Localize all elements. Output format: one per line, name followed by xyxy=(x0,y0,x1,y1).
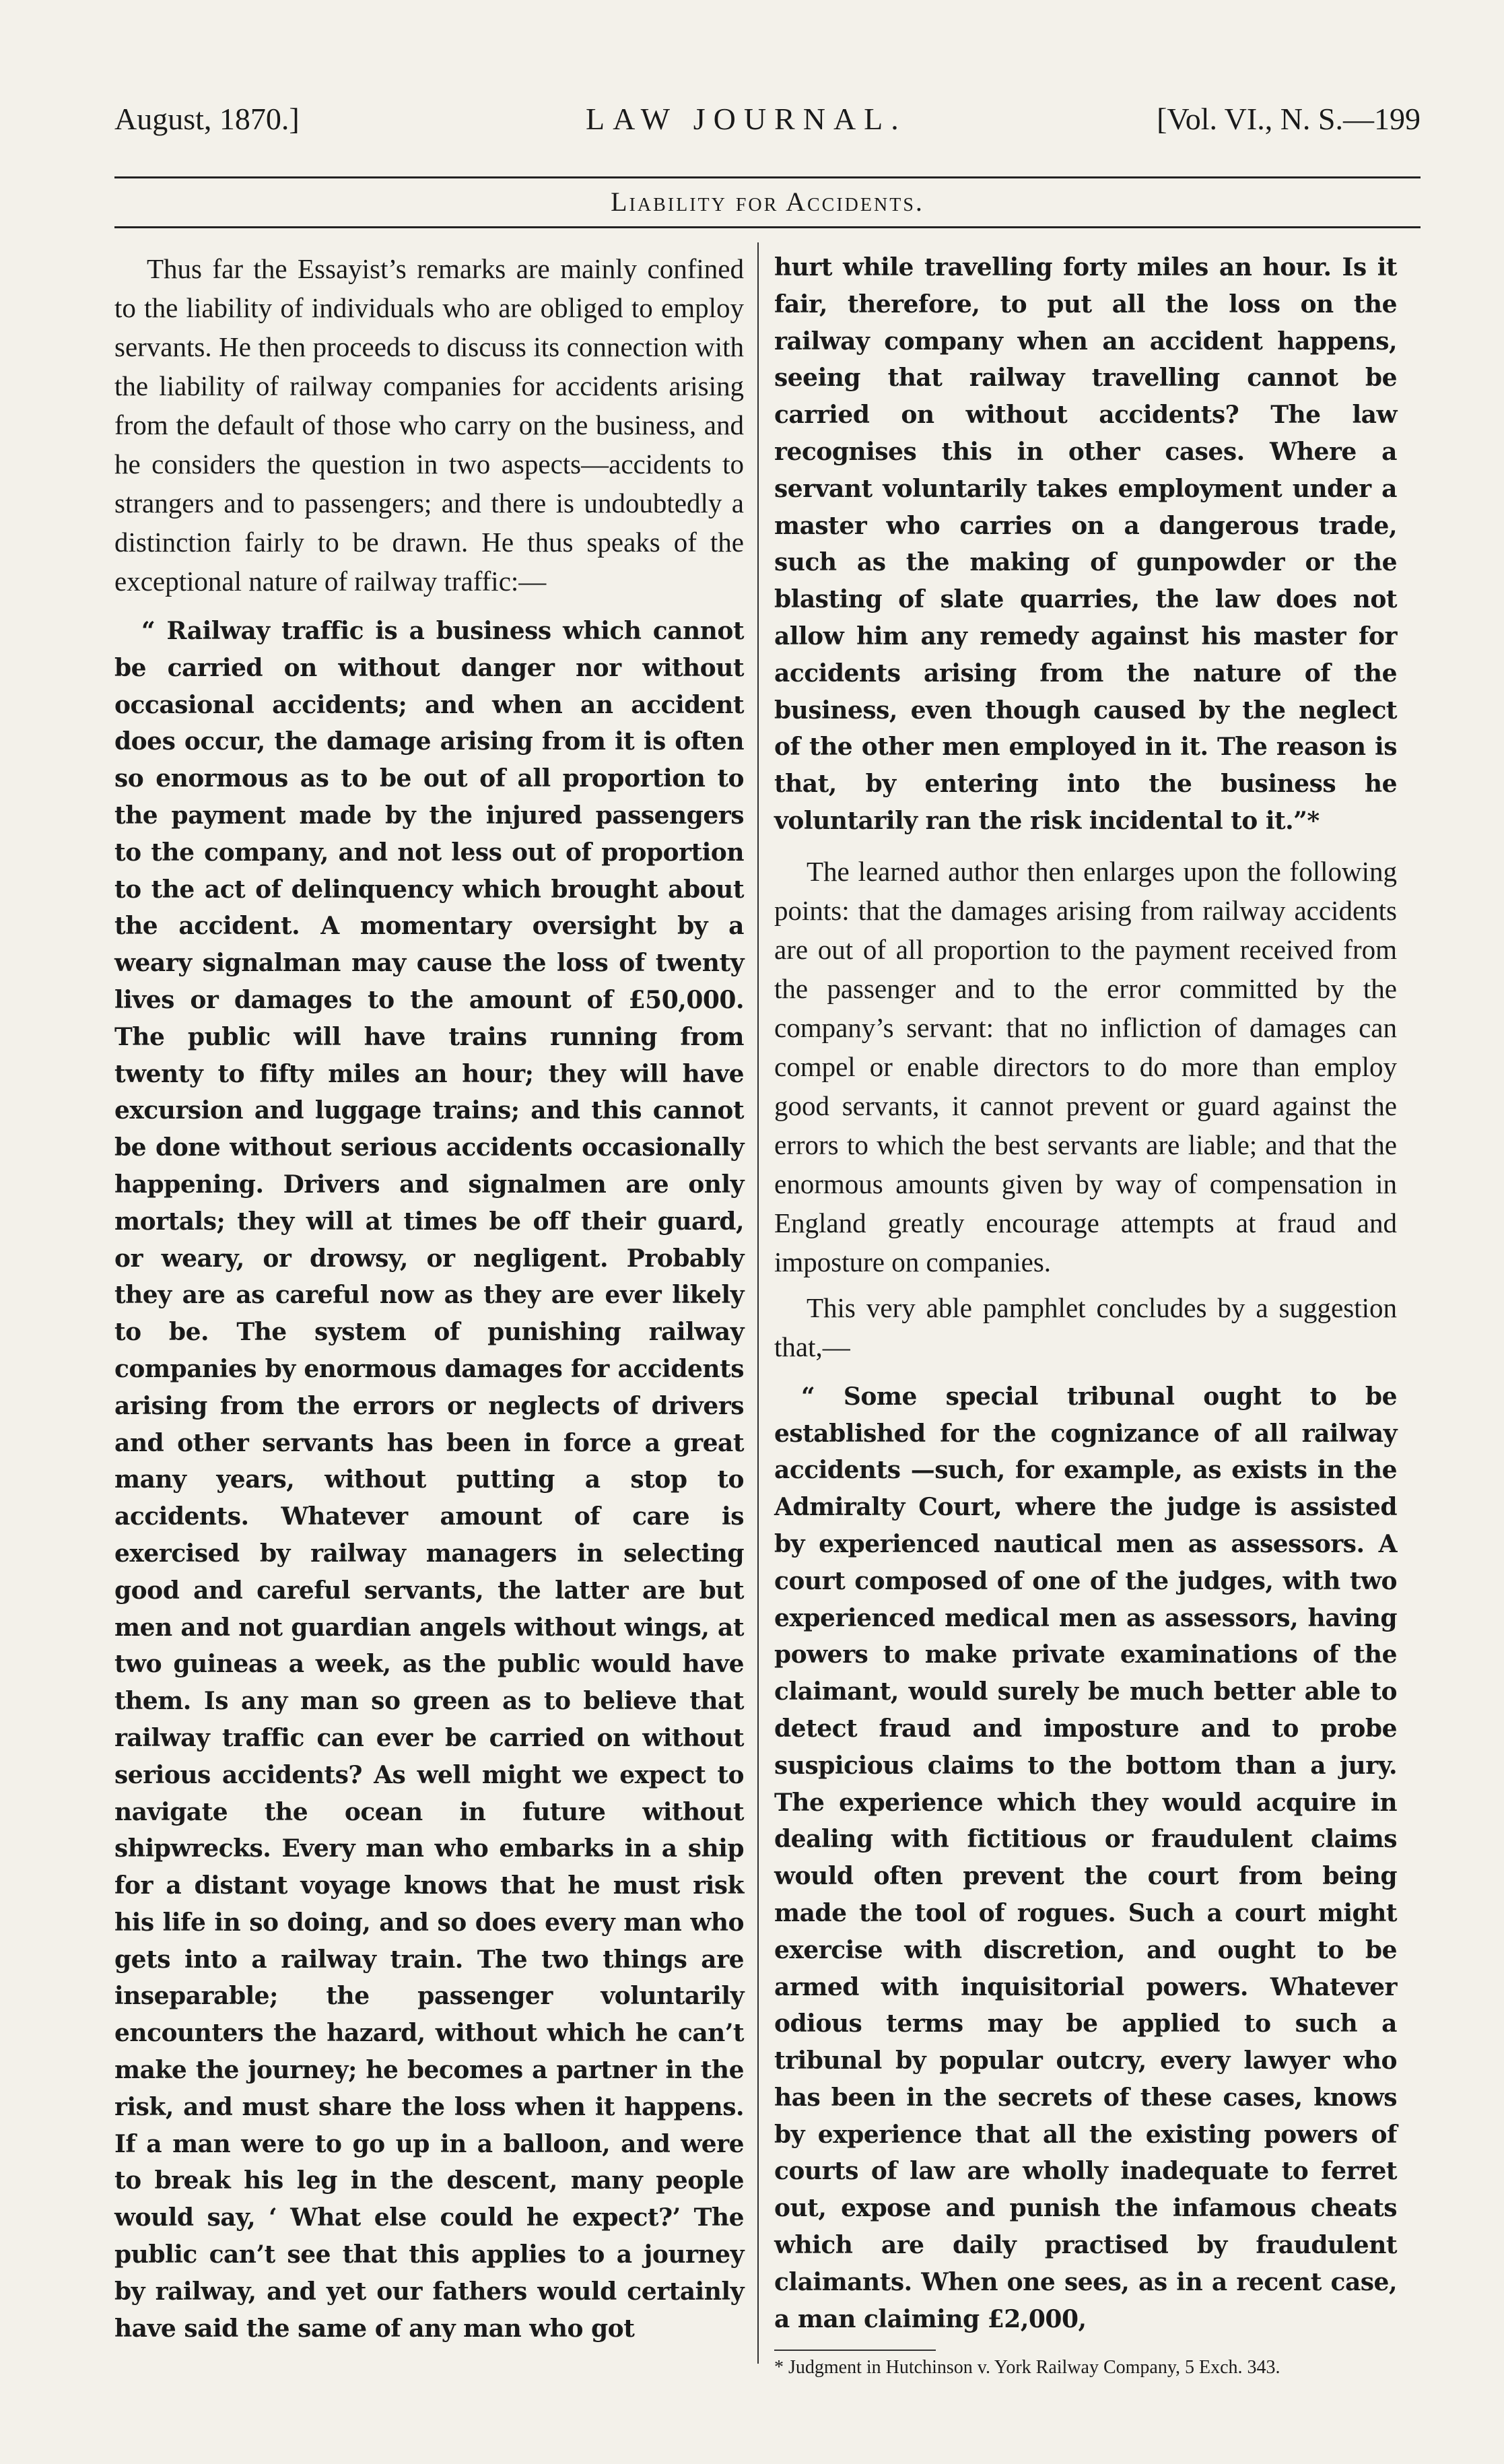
journal-title: LAW JOURNAL. xyxy=(586,102,907,136)
footnote-rule xyxy=(774,2350,936,2351)
running-head xyxy=(114,101,1421,148)
volume-page-number: [Vol. VI., N. S.—199 xyxy=(1157,102,1421,136)
essay-paragraph: Thus far the Essayist’s remarks are mainly confined to the liability of individuals who are obliged to employ servants. He then proceeds to discuss its connection with the liability of railway companies for accidents arising from the default of those who carry on the business, and he considers the question in two aspects—accidents to strangers and to passengers; and there is undoubtedly a distinction fairly to be drawn. He thus speaks of the exceptional nature of railway traffic:— xyxy=(114,253,744,597)
right-column xyxy=(774,249,1397,2379)
quoted-passage-continued: hurt while travelling forty miles an hour. Is it fair, therefore, to put all the loss on the railway company when an accident happens, seeing that railway travelling cannot be carried on without accidents? The law recognises this in other cases. Where a servant voluntarily takes employment under a master who carries on a dangerous trade, such as the making of gunpowder or the blasting of slate quarries, the law does not allow him any remedy against his master for accidents arising from the nature of the business, even though caused by the neglect of the other men employed in it. The reason is that, by entering into the business he voluntarily ran the risk incidental to it.”* xyxy=(774,253,1397,835)
header-rule-bottom xyxy=(114,226,1421,228)
column-divider xyxy=(757,242,759,2364)
conclusion-paragraph: This very able pamphlet concludes by a suggestion that,— xyxy=(774,1292,1397,1362)
tribunal-quote: “ Some special tribunal ought to be established for the cognizance of all railway accidents —such, for example, as exists in the Admiralty Court, where the judge is assisted by experienced nautical men as assessors. A court composed of one of the judges, with two experienced medical men as assessors, having powers to make private examinations of the claimant, would surely be much better able to detect fraud and imposture and to probe suspicious claims to the bottom than a jury. The experience which they would acquire in dealing with fictitious or fraudulent claims would often prevent the court from being made the tool of rogues. Such a court might exercise with discretion, and ought to be armed with inquisitorial powers. Whatever odious terms may be applied to such a tribunal by popular outcry, every lawyer who has been in the secrets of these cases, knows by experience that all the existing powers of courts of law are wholly inadequate to ferret out, expose and punish the infamous cheats which are daily practised by fraudulent claimants. When one sees, as in a recent case, a man claiming £2,000, xyxy=(774,1382,1397,2333)
header-rule-top xyxy=(114,176,1421,178)
section-title: Liability for Accidents. xyxy=(611,187,924,217)
issue-date: August, 1870.] xyxy=(114,102,300,136)
summary-paragraph: The learned author then enlarges upon the following points: that the damages arising from railway accidents are out of all proportion to the payment received from the passenger and to the error committed by the company’s servant: that no infliction of damages can compel or enable directors to do more than employ good servants, it cannot prevent or guard against the errors to which the best servants are liable; and that the enormous amounts given by way of compensation in England greatly encourage attempts at fraud and imposture on companies. xyxy=(774,855,1397,1277)
quoted-passage: “ Railway traffic is a business which cannot be carried on without danger nor without occasional accidents; and when an accident does occur, the damage arising from it is often so enormous as to be out of all proportion to the payment made by the injured passengers to the company, and not less out of proportion to the act of delinquency which brought about the accident. A momentary oversight by a weary signalman may cause the loss of twenty lives or damages to the amount of £50,000. The public will have trains running from twenty to fifty miles an hour; they will have excursion and luggage trains; and this cannot be done without serious accidents occasionally happening. Drivers and signalmen are only mortals; they will at times be off their guard, or weary, or drowsy, or negligent. Probably they are as careful now as they are ever likely to be. The system of punishing railway companies by enormous damages for accidents arising from the errors or neglects of drivers and other servants has been in force a great many years, without putting a stop to accidents. Whatever amount of care is exercised by railway managers in selecting good and careful servants, the latter are but men and not guardian angels without wings, at two guineas a week, as the public would have them. Is any man so green as to believe that railway traffic can ever be carried on without serious accidents? As well might we expect to navigate the ocean in future without shipwrecks. Every man who embarks in a ship for a distant voyage knows that he must risk his life in so doing, and so does every man who gets into a railway train. The two things are inseparable; the passenger voluntarily encounters the hazard, without which he can’t make the journey; he becomes a partner in the risk, and must share the loss when it happens. If a man were to go up in a balloon, and were to break his leg in the descent, many people would say, ‘ What else could he expect?’ The public can’t see that this applies to a journey by railway, and yet our fathers would certainly have said the same of any man who got xyxy=(114,617,744,2343)
footnote: * Judgment in Hutchinson v. York Railway Company, 5 Exch. 343. xyxy=(774,2357,1280,2378)
left-column xyxy=(114,249,744,2347)
